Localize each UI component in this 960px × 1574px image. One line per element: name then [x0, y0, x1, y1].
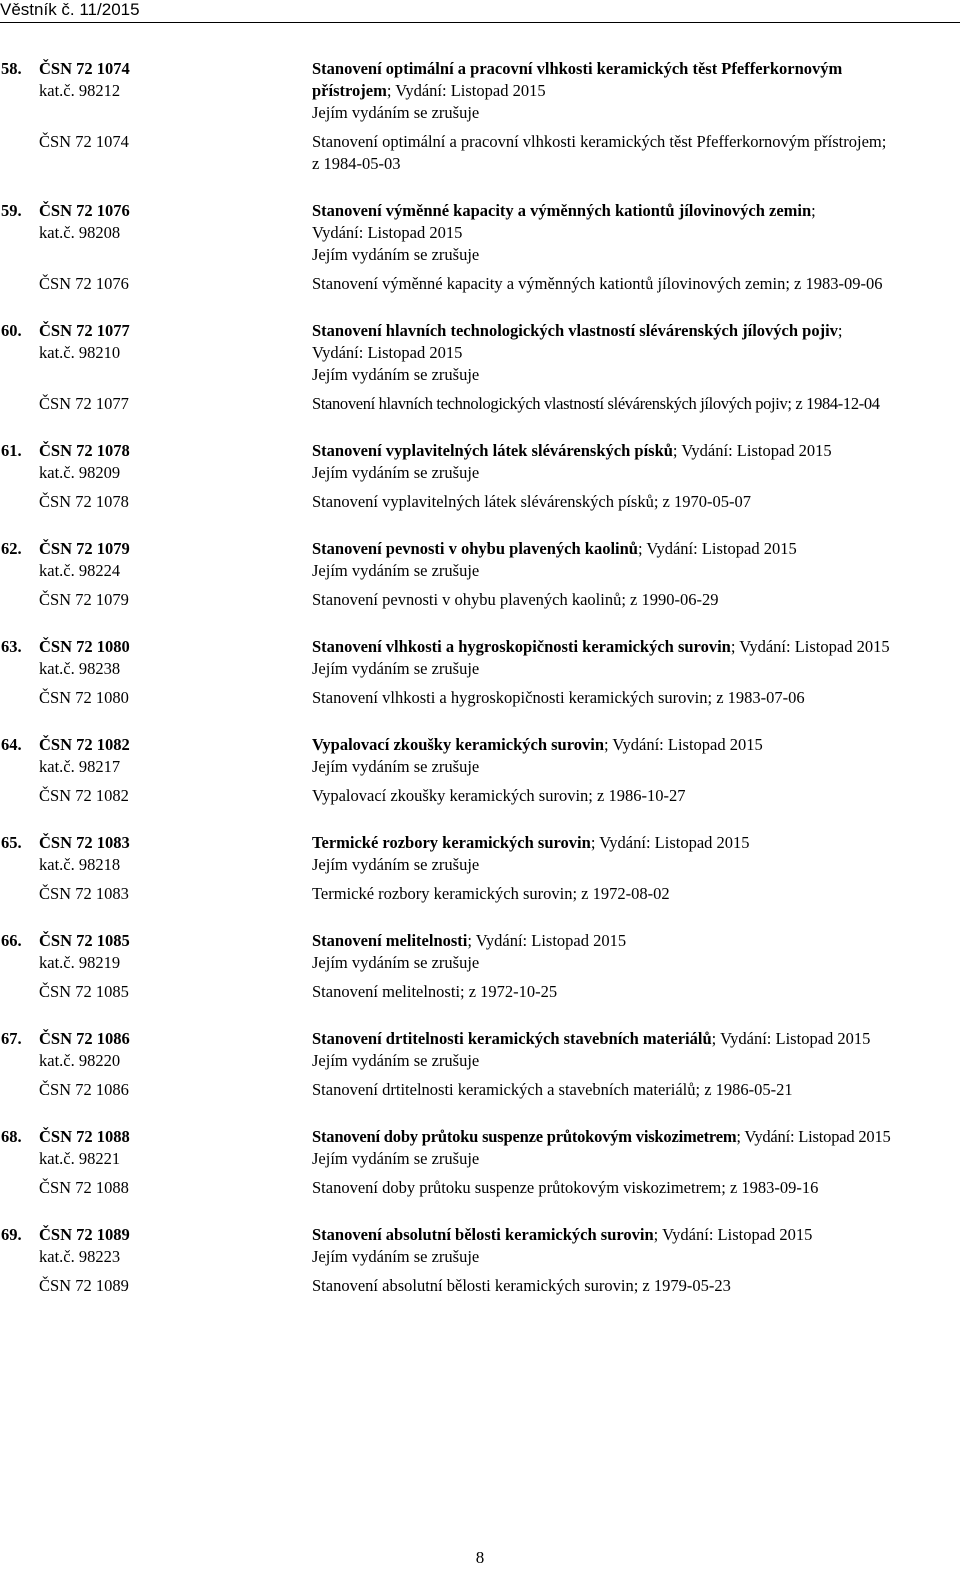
standard-code: ČSN 72 1088 — [39, 1127, 130, 1146]
edition-text: Vydání: Listopad 2015 — [312, 343, 463, 362]
old-standard-code: ČSN 72 1083 — [39, 884, 129, 903]
old-standard-title: Stanovení hlavních technologických vlastností slévárenských jílových pojiv; z 1984-12-04 — [312, 394, 880, 413]
standard-title: Stanovení vyplavitelných látek slévárenských písků — [312, 441, 673, 460]
catalog-number: kat.č. 98238 — [39, 659, 121, 678]
standard-entry — [0, 440, 960, 513]
old-standard-title: Stanovení pevnosti v ohybu plavených kaolinů; z 1990-06-29 — [312, 590, 719, 609]
old-standard-title: Stanovení doby průtoku suspenze průtokovým viskozimetrem; z 1983-09-16 — [312, 1178, 819, 1197]
entry-number: 62. — [1, 539, 22, 558]
edition-text: Vydání: Listopad 2015 — [312, 223, 463, 242]
cancels-text: Jejím vydáním se zrušuje — [312, 1247, 480, 1266]
cancels-text: Jejím vydáním se zrušuje — [312, 1149, 480, 1168]
standard-code: ČSN 72 1078 — [39, 441, 130, 460]
standard-title: Stanovení melitelnosti — [312, 931, 468, 950]
catalog-number: kat.č. 98210 — [39, 343, 121, 362]
cancels-text: Jejím vydáním se zrušuje — [312, 757, 480, 776]
header-divider — [0, 22, 960, 23]
old-standard-code: ČSN 72 1088 — [39, 1178, 129, 1197]
standard-title: Stanovení absolutní bělosti keramických surovin — [312, 1225, 654, 1244]
edition-text: ; Vydání: Listopad 2015 — [590, 833, 750, 852]
old-standard-code: ČSN 72 1079 — [39, 590, 129, 609]
standard-title: Termické rozbory keramických surovin — [312, 833, 591, 852]
cancels-text: Jejím vydáním se zrušuje — [312, 365, 480, 384]
standard-entry — [0, 832, 960, 905]
entry-number: 65. — [1, 833, 22, 852]
old-standard-code: ČSN 72 1082 — [39, 786, 129, 805]
catalog-number: kat.č. 98223 — [39, 1247, 121, 1266]
page-number: 8 — [475, 1548, 485, 1567]
old-standard-code: ČSN 72 1074 — [39, 132, 129, 151]
edition-text: ; Vydání: Listopad 2015 — [637, 539, 797, 558]
standard-entry — [0, 1028, 960, 1101]
standard-code: ČSN 72 1076 — [39, 201, 130, 220]
standard-code: ČSN 72 1077 — [39, 321, 130, 340]
standard-code: ČSN 72 1083 — [39, 833, 130, 852]
edition-text: ; Vydání: Listopad 2015 — [730, 637, 890, 656]
old-standard-code: ČSN 72 1077 — [39, 394, 129, 413]
cancels-text: Jejím vydáním se zrušuje — [312, 953, 480, 972]
title-separator: ; — [811, 201, 816, 220]
entry-number: 64. — [1, 735, 22, 754]
edition-text: ; Vydání: Listopad 2015 — [711, 1029, 871, 1048]
old-standard-code: ČSN 72 1078 — [39, 492, 129, 511]
entry-number: 63. — [1, 637, 22, 656]
catalog-number: kat.č. 98208 — [39, 223, 121, 242]
standard-title: Stanovení drtitelnosti keramických stavebních materiálů — [312, 1029, 712, 1048]
standard-title: Stanovení doby průtoku suspenze průtokovým viskozimetrem — [312, 1127, 737, 1146]
catalog-number: kat.č. 98221 — [39, 1149, 121, 1168]
standard-entry — [0, 320, 960, 415]
cancels-text: Jejím vydáním se zrušuje — [312, 245, 480, 264]
catalog-number: kat.č. 98220 — [39, 1051, 121, 1070]
edition-text: ; Vydání: Listopad 2015 — [736, 1127, 891, 1146]
standard-title-cont: přístrojem — [312, 81, 387, 100]
standard-code: ČSN 72 1080 — [39, 637, 130, 656]
old-standard-title: Stanovení melitelnosti; z 1972-10-25 — [312, 982, 558, 1001]
entry-number: 67. — [1, 1029, 22, 1048]
standard-title: Vypalovací zkoušky keramických surovin — [312, 735, 605, 754]
standard-entry — [0, 538, 960, 611]
standard-entry — [0, 200, 960, 295]
standard-title: Stanovení optimální a pracovní vlhkosti keramických těst Pfefferkornovým — [312, 59, 843, 78]
standard-entry — [0, 58, 960, 175]
catalog-number: kat.č. 98217 — [39, 757, 121, 776]
standard-code: ČSN 72 1089 — [39, 1225, 130, 1244]
catalog-number: kat.č. 98219 — [39, 953, 121, 972]
old-standard-title: Vypalovací zkoušky keramických surovin; z 1986-10-27 — [312, 786, 686, 805]
cancels-text: Jejím vydáním se zrušuje — [312, 463, 480, 482]
cancels-text: Jejím vydáním se zrušuje — [312, 561, 480, 580]
standard-entry — [0, 734, 960, 807]
title-separator: ; — [837, 321, 843, 340]
catalog-number: kat.č. 98209 — [39, 463, 121, 482]
entry-number: 61. — [1, 441, 22, 460]
standard-code: ČSN 72 1082 — [39, 735, 130, 754]
standard-entry — [0, 1126, 960, 1199]
standard-code: ČSN 72 1074 — [39, 59, 130, 78]
old-standard-code: ČSN 72 1085 — [39, 982, 129, 1001]
old-standard-title: Termické rozbory keramických surovin; z 1972-08-02 — [312, 884, 670, 903]
edition-text: ; Vydání: Listopad 2015 — [653, 1225, 813, 1244]
catalog-number: kat.č. 98224 — [39, 561, 121, 580]
edition-text: ; Vydání: Listopad 2015 — [386, 81, 546, 100]
edition-text: ; Vydání: Listopad 2015 — [467, 931, 627, 950]
entry-number: 60. — [1, 321, 22, 340]
standard-code: ČSN 72 1085 — [39, 931, 130, 950]
catalog-number: kat.č. 98212 — [39, 81, 121, 100]
entry-number: 69. — [1, 1225, 22, 1244]
old-standard-title: Stanovení absolutní bělosti keramických surovin; z 1979-05-23 — [312, 1276, 731, 1295]
old-standard-title: Stanovení drtitelnosti keramických a stavebních materiálů; z 1986-05-21 — [312, 1080, 793, 1099]
standard-code: ČSN 72 1086 — [39, 1029, 130, 1048]
standard-entry — [0, 636, 960, 709]
old-standard-title: Stanovení vyplavitelných látek slévárenských písků; z 1970-05-07 — [312, 492, 751, 511]
old-standard-code: ČSN 72 1086 — [39, 1080, 129, 1099]
standard-entry — [0, 1224, 960, 1297]
entry-number: 58. — [1, 59, 22, 78]
old-standard-code: ČSN 72 1076 — [39, 274, 129, 293]
entry-number: 59. — [1, 201, 22, 220]
old-standard-title: Stanovení výměnné kapacity a výměnných kationtů jílovinových zemin; z 1983-09-06 — [312, 274, 883, 293]
standard-entry — [0, 930, 960, 1003]
journal-header: Věstník č. 11/2015 — [0, 0, 140, 19]
edition-text: ; Vydání: Listopad 2015 — [604, 735, 763, 754]
catalog-number: kat.č. 98218 — [39, 855, 121, 874]
old-standard-date: z 1984-05-03 — [312, 154, 401, 173]
old-standard-title: Stanovení vlhkosti a hygroskopičnosti keramických surovin; z 1983-07-06 — [312, 688, 805, 707]
old-standard-code: ČSN 72 1089 — [39, 1276, 129, 1295]
cancels-text: Jejím vydáním se zrušuje — [312, 1051, 480, 1070]
cancels-text: Jejím vydáním se zrušuje — [312, 855, 480, 874]
standard-code: ČSN 72 1079 — [39, 539, 130, 558]
standard-title: Stanovení hlavních technologických vlastností slévárenských jílových pojiv — [312, 321, 838, 340]
cancels-text: Jejím vydáním se zrušuje — [312, 103, 480, 122]
standards-list — [0, 58, 960, 1322]
edition-text: ; Vydání: Listopad 2015 — [672, 441, 832, 460]
old-standard-code: ČSN 72 1080 — [39, 688, 129, 707]
old-standard-title: Stanovení optimální a pracovní vlhkosti keramických těst Pfefferkornovým přístrojem; — [312, 132, 887, 151]
standard-title: Stanovení výměnné kapacity a výměnných kationtů jílovinových zemin — [312, 201, 812, 220]
entry-number: 68. — [1, 1127, 22, 1146]
standard-title: Stanovení pevnosti v ohybu plavených kaolinů — [312, 539, 638, 558]
cancels-text: Jejím vydáním se zrušuje — [312, 659, 480, 678]
entry-number: 66. — [1, 931, 22, 950]
standard-title: Stanovení vlhkosti a hygroskopičnosti keramických surovin — [312, 637, 731, 656]
